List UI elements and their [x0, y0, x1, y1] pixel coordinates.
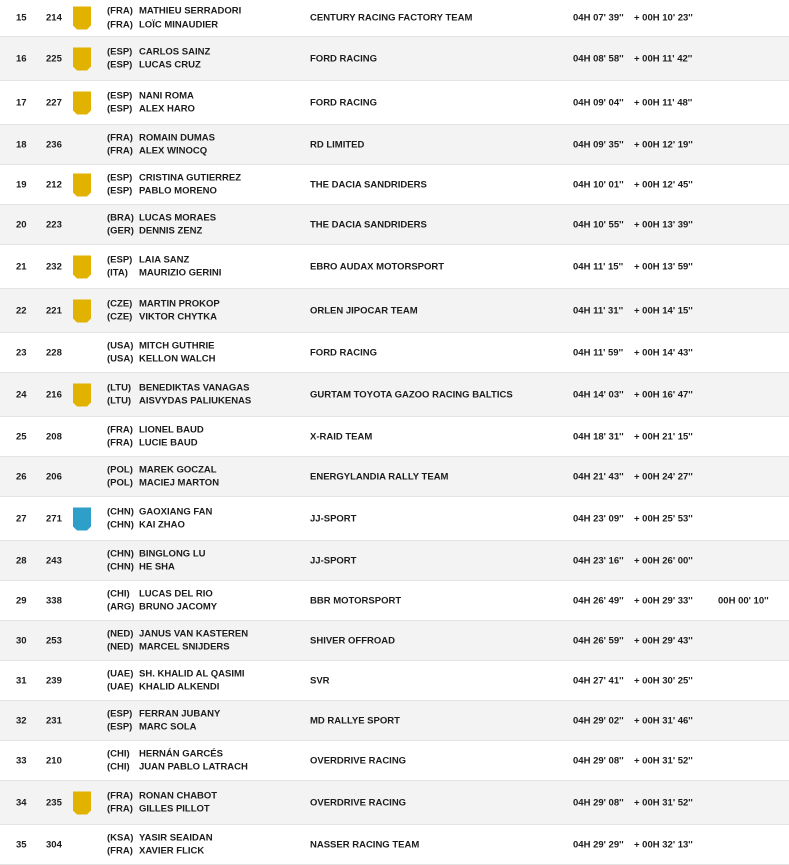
driver-nationality: (ESP)	[107, 46, 133, 57]
codriver-name[interactable]: KHALID ALKENDI	[139, 681, 220, 693]
result-row	[0, 81, 789, 125]
category-badge-icon	[73, 47, 91, 70]
stage-time: 04H 10' 55''	[573, 219, 624, 230]
team-name[interactable]: OVERDRIVE RACING	[310, 797, 407, 808]
codriver-nationality: (POL)	[107, 477, 133, 489]
codriver-name[interactable]: KELLON WALCH	[139, 353, 216, 365]
crew	[107, 707, 220, 734]
result-row	[0, 37, 789, 81]
codriver-name[interactable]: PABLO MORENO	[139, 185, 217, 197]
car-number: 210	[46, 755, 62, 766]
car-number: 338	[46, 595, 62, 606]
driver-nationality: (FRA)	[107, 790, 133, 801]
result-row	[0, 245, 789, 289]
codriver-line	[107, 681, 245, 695]
category-badge-icon	[73, 7, 91, 30]
driver-name[interactable]: LUCAS MORAES	[139, 212, 217, 223]
team-name[interactable]: SVR	[310, 675, 330, 686]
driver-line	[107, 587, 217, 601]
driver-line	[107, 707, 220, 721]
time-gap: + 00H 30' 25''	[634, 675, 693, 686]
codriver-line	[107, 721, 220, 735]
driver-line	[107, 381, 251, 395]
position: 23	[16, 347, 27, 358]
codriver-nationality: (FRA)	[107, 145, 133, 157]
crew	[107, 587, 217, 614]
codriver-line	[107, 519, 212, 533]
time-gap: + 00H 14' 43''	[634, 347, 693, 358]
driver-nationality: (CHN)	[107, 548, 134, 559]
team-name[interactable]: CENTURY RACING FACTORY TEAM	[310, 12, 473, 24]
codriver-name[interactable]: GILLES PILLOT	[139, 803, 210, 815]
team-name[interactable]: NASSER RACING TEAM	[310, 839, 420, 850]
driver-line	[107, 831, 213, 845]
team-name[interactable]: GURTAM TOYOTA GAZOO RACING BALTICS	[310, 389, 513, 400]
driver-line	[107, 5, 241, 19]
car-number: 227	[46, 97, 62, 108]
car-number: 304	[46, 839, 62, 850]
team-name[interactable]: BBR MOTORSPORT	[310, 595, 402, 606]
crew	[107, 211, 216, 238]
category-badge-icon	[73, 173, 91, 196]
driver-nationality: (ESP)	[107, 90, 133, 101]
codriver-nationality: (ESP)	[107, 103, 133, 115]
time-gap: + 00H 29' 33''	[634, 595, 693, 606]
category-badge-icon	[73, 507, 91, 530]
time-gap: + 00H 21' 15''	[634, 431, 693, 442]
codriver-name[interactable]: AISVYDAS PALIUKENAS	[139, 395, 252, 407]
driver-line	[107, 423, 204, 437]
codriver-line	[107, 845, 213, 859]
team-name[interactable]: X-RAID TEAM	[310, 431, 373, 442]
crew	[107, 423, 204, 450]
driver-name[interactable]: FERRAN JUBANY	[139, 708, 221, 719]
time-gap: + 00H 24' 27''	[634, 471, 693, 482]
result-row	[0, 417, 789, 457]
codriver-name[interactable]: ALEX HARO	[139, 103, 195, 115]
team-name[interactable]: JJ-SPORT	[310, 555, 357, 566]
crew	[107, 627, 248, 654]
position: 16	[16, 53, 27, 64]
codriver-name[interactable]: VIKTOR CHYTKA	[139, 311, 217, 323]
driver-name[interactable]: MAREK GOCZAL	[139, 464, 217, 475]
result-row	[0, 289, 789, 333]
stage-time: 04H 11' 59''	[573, 347, 624, 358]
stage-time: 04H 29' 02''	[573, 715, 624, 726]
category-badge-icon	[73, 91, 91, 114]
team-name[interactable]: FORD RACING	[310, 53, 378, 64]
driver-line	[107, 339, 216, 353]
driver-nationality: (FRA)	[107, 5, 133, 17]
team-name[interactable]: RD LIMITED	[310, 139, 365, 150]
crew	[107, 89, 195, 116]
time-gap: + 00H 12' 45''	[634, 179, 693, 190]
crew	[107, 547, 206, 574]
team-name[interactable]: SHIVER OFFROAD	[310, 635, 395, 646]
position: 28	[16, 555, 27, 566]
codriver-line	[107, 641, 248, 655]
crew	[107, 747, 248, 774]
car-number: 216	[46, 389, 62, 400]
driver-name[interactable]: LIONEL BAUD	[139, 424, 204, 435]
result-row	[0, 741, 789, 781]
position: 29	[16, 595, 27, 606]
codriver-nationality: (LTU)	[107, 395, 132, 407]
time-gap: + 00H 16' 47''	[634, 389, 693, 400]
position: 20	[16, 219, 27, 230]
car-number: 208	[46, 431, 62, 442]
stage-time: 04H 29' 08''	[573, 797, 624, 808]
codriver-name[interactable]: BRUNO JACOMY	[139, 601, 218, 613]
driver-name[interactable]: CRISTINA GUTIERREZ	[139, 172, 242, 183]
team-name[interactable]: FORD RACING	[310, 347, 378, 358]
team-name[interactable]: OVERDRIVE RACING	[310, 755, 407, 766]
codriver-line	[107, 59, 210, 73]
car-number: 221	[46, 305, 62, 316]
codriver-nationality: (FRA)	[107, 803, 133, 815]
time-gap: + 00H 26' 00''	[634, 555, 693, 566]
stage-time: 04H 10' 01''	[573, 179, 624, 190]
driver-nationality: (ESP)	[107, 708, 133, 719]
driver-name[interactable]: LAIA SANZ	[139, 254, 190, 265]
driver-nationality: (CHI)	[107, 588, 130, 599]
driver-nationality: (KSA)	[107, 832, 134, 843]
time-gap: + 00H 11' 42''	[634, 53, 693, 64]
crew	[107, 667, 245, 694]
driver-nationality: (ESP)	[107, 172, 133, 183]
codriver-line	[107, 395, 251, 409]
codriver-nationality: (FRA)	[107, 437, 133, 449]
codriver-nationality: (ARG)	[107, 601, 135, 613]
driver-name[interactable]: MITCH GUTHRIE	[139, 340, 215, 351]
driver-line	[107, 171, 241, 185]
driver-line	[107, 131, 215, 145]
codriver-name[interactable]: MARC SOLA	[139, 721, 197, 733]
codriver-name[interactable]: JUAN PABLO LATRACH	[139, 761, 248, 773]
result-row	[0, 825, 789, 865]
time-gap: + 00H 14' 15''	[634, 305, 693, 316]
result-row	[0, 205, 789, 245]
stage-time: 04H 26' 59''	[573, 635, 624, 646]
team-name[interactable]: JJ-SPORT	[310, 513, 357, 524]
codriver-line	[107, 311, 220, 325]
stage-time: 04H 09' 04''	[573, 97, 624, 108]
codriver-nationality: (GER)	[107, 225, 134, 237]
codriver-name[interactable]: LOÏC MINAUDIER	[139, 19, 219, 30]
driver-name[interactable]: NANI ROMA	[139, 90, 194, 101]
driver-line	[107, 463, 219, 477]
driver-name[interactable]: GAOXIANG FAN	[139, 506, 213, 517]
codriver-line	[107, 601, 217, 615]
position: 26	[16, 471, 27, 482]
car-number: 236	[46, 139, 62, 150]
codriver-name[interactable]: DENNIS ZENZ	[139, 225, 203, 237]
codriver-nationality: (CHI)	[107, 761, 130, 773]
car-number: 223	[46, 219, 62, 230]
driver-line	[107, 45, 210, 59]
time-gap: + 00H 31' 46''	[634, 715, 693, 726]
codriver-nationality: (UAE)	[107, 681, 134, 693]
time-gap: + 00H 13' 39''	[634, 219, 693, 230]
position: 17	[16, 97, 27, 108]
time-gap: + 00H 32' 13''	[634, 839, 693, 850]
position: 34	[16, 797, 27, 808]
car-number: 232	[46, 261, 62, 272]
team-name[interactable]: THE DACIA SANDRIDERS	[310, 219, 427, 230]
category-badge-icon	[73, 299, 91, 322]
car-number: 231	[46, 715, 62, 726]
position: 30	[16, 635, 27, 646]
crew	[107, 339, 216, 366]
team-name[interactable]: MD RALLYE SPORT	[310, 715, 400, 726]
penalty-time: 00H 00' 10''	[718, 595, 769, 606]
driver-line	[107, 747, 248, 761]
result-row	[0, 497, 789, 541]
codriver-line	[107, 561, 206, 575]
driver-line	[107, 505, 212, 519]
codriver-line	[107, 437, 204, 451]
result-row	[0, 701, 789, 741]
time-gap: + 00H 10' 23''	[634, 12, 693, 24]
codriver-nationality: (ESP)	[107, 59, 133, 71]
time-gap: + 00H 11' 48''	[634, 97, 693, 108]
driver-name[interactable]: SH. KHALID AL QASIMI	[139, 668, 245, 679]
driver-name[interactable]: BINGLONG LU	[139, 548, 206, 559]
codriver-nationality: (ESP)	[107, 721, 133, 733]
crew	[107, 789, 217, 816]
car-number: 253	[46, 635, 62, 646]
result-row	[0, 0, 789, 37]
position: 27	[16, 513, 27, 524]
driver-name[interactable]: CARLOS SAINZ	[139, 46, 211, 57]
stage-time: 04H 07' 39''	[573, 12, 624, 24]
driver-line	[107, 211, 216, 225]
driver-nationality: (USA)	[107, 340, 134, 351]
crew	[107, 381, 251, 408]
result-row	[0, 621, 789, 661]
driver-line	[107, 627, 248, 641]
crew	[107, 297, 220, 324]
driver-nationality: (LTU)	[107, 382, 132, 393]
position: 15	[16, 12, 27, 24]
car-number: 225	[46, 53, 62, 64]
codriver-line	[107, 267, 221, 281]
codriver-nationality: (FRA)	[107, 19, 133, 30]
time-gap: + 00H 29' 43''	[634, 635, 693, 646]
time-gap: + 00H 31' 52''	[634, 755, 693, 766]
codriver-name[interactable]: MARCEL SNIJDERS	[139, 641, 230, 653]
driver-nationality: (FRA)	[107, 132, 133, 143]
driver-nationality: (NED)	[107, 628, 134, 639]
stage-time: 04H 26' 49''	[573, 595, 624, 606]
driver-name[interactable]: BENEDIKTAS VANAGAS	[139, 382, 250, 393]
position: 32	[16, 715, 27, 726]
result-row	[0, 541, 789, 581]
time-gap: + 00H 13' 59''	[634, 261, 693, 272]
codriver-line	[107, 225, 216, 239]
codriver-nationality: (CHN)	[107, 561, 134, 573]
codriver-line	[107, 761, 248, 775]
codriver-name[interactable]: ALEX WINOCQ	[139, 145, 208, 157]
codriver-nationality: (USA)	[107, 353, 134, 365]
crew	[107, 171, 241, 198]
stage-time: 04H 21' 43''	[573, 471, 624, 482]
time-gap: + 00H 12' 19''	[634, 139, 693, 150]
driver-line	[107, 547, 206, 561]
position: 35	[16, 839, 27, 850]
category-badge-icon	[73, 383, 91, 406]
stage-time: 04H 29' 29''	[573, 839, 624, 850]
driver-line	[107, 253, 221, 267]
stage-time: 04H 27' 41''	[573, 675, 624, 686]
driver-line	[107, 297, 220, 311]
stage-time: 04H 23' 09''	[573, 513, 624, 524]
result-row	[0, 781, 789, 825]
driver-nationality: (ESP)	[107, 254, 133, 265]
codriver-nationality: (CHN)	[107, 519, 134, 531]
stage-time: 04H 23' 16''	[573, 555, 624, 566]
result-row	[0, 165, 789, 205]
result-row	[0, 333, 789, 373]
codriver-name[interactable]: LUCAS CRUZ	[139, 59, 201, 71]
position: 25	[16, 431, 27, 442]
crew	[107, 463, 219, 490]
result-row	[0, 581, 789, 621]
codriver-name[interactable]: MAURIZIO GERINI	[139, 267, 222, 279]
codriver-line	[107, 18, 241, 32]
position: 18	[16, 139, 27, 150]
car-number: 235	[46, 797, 62, 808]
codriver-line	[107, 353, 216, 367]
position: 31	[16, 675, 27, 686]
result-row	[0, 125, 789, 165]
crew	[107, 5, 241, 32]
driver-line	[107, 667, 245, 681]
position: 19	[16, 179, 27, 190]
crew	[107, 505, 212, 532]
driver-nationality: (BRA)	[107, 212, 134, 223]
car-number: 206	[46, 471, 62, 482]
team-name[interactable]: ENERGYLANDIA RALLY TEAM	[310, 471, 449, 482]
car-number: 212	[46, 179, 62, 190]
crew	[107, 45, 210, 72]
driver-nationality: (CZE)	[107, 298, 133, 309]
stage-time: 04H 11' 15''	[573, 261, 624, 272]
codriver-line	[107, 477, 219, 491]
codriver-name[interactable]: MACIEJ MARTON	[139, 477, 220, 489]
driver-nationality: (POL)	[107, 464, 133, 475]
driver-nationality: (UAE)	[107, 668, 134, 679]
driver-nationality: (CHI)	[107, 748, 130, 759]
driver-name[interactable]: YASIR SEAIDAN	[139, 832, 213, 843]
team-name[interactable]: ORLEN JIPOCAR TEAM	[310, 305, 418, 316]
car-number: 228	[46, 347, 62, 358]
driver-name[interactable]: HERNÁN GARCÉS	[139, 748, 223, 759]
team-name[interactable]: EBRO AUDAX MOTORSPORT	[310, 261, 445, 272]
result-row	[0, 373, 789, 417]
stage-time: 04H 29' 08''	[573, 755, 624, 766]
crew	[107, 831, 213, 858]
stage-time: 04H 08' 58''	[573, 53, 624, 64]
position: 22	[16, 305, 27, 316]
codriver-nationality: (CZE)	[107, 311, 133, 323]
codriver-line	[107, 145, 215, 159]
time-gap: + 00H 31' 52''	[634, 797, 693, 808]
driver-name[interactable]: MATHIEU SERRADORI	[139, 5, 242, 17]
crew	[107, 253, 221, 280]
position: 21	[16, 261, 27, 272]
category-badge-icon	[73, 255, 91, 278]
codriver-line	[107, 803, 217, 817]
car-number: 239	[46, 675, 62, 686]
driver-nationality: (CHN)	[107, 506, 134, 517]
stage-time: 04H 09' 35''	[573, 139, 624, 150]
codriver-name[interactable]: KAI ZHAO	[139, 519, 185, 531]
stage-time: 04H 18' 31''	[573, 431, 624, 442]
car-number: 271	[46, 513, 62, 524]
driver-name[interactable]: RONAN CHABOT	[139, 790, 218, 801]
team-name[interactable]: THE DACIA SANDRIDERS	[310, 179, 427, 190]
car-number: 214	[46, 12, 62, 24]
position: 33	[16, 755, 27, 766]
codriver-nationality: (NED)	[107, 641, 134, 653]
team-name[interactable]: FORD RACING	[310, 97, 378, 108]
driver-line	[107, 789, 217, 803]
stage-time: 04H 14' 03''	[573, 389, 624, 400]
driver-name[interactable]: ROMAIN DUMAS	[139, 132, 215, 143]
category-badge-icon	[73, 791, 91, 814]
codriver-name[interactable]: LUCIE BAUD	[139, 437, 198, 449]
car-number: 243	[46, 555, 62, 566]
driver-nationality: (FRA)	[107, 424, 133, 435]
result-row	[0, 457, 789, 497]
codriver-name[interactable]: HE SHA	[139, 561, 175, 573]
driver-name[interactable]: MARTIN PROKOP	[139, 298, 220, 309]
codriver-name[interactable]: XAVIER FLICK	[139, 845, 205, 857]
codriver-nationality: (ITA)	[107, 267, 128, 279]
driver-name[interactable]: LUCAS DEL RIO	[139, 588, 213, 599]
position: 24	[16, 389, 27, 400]
driver-name[interactable]: JANUS VAN KASTEREN	[139, 628, 249, 639]
codriver-nationality: (FRA)	[107, 845, 133, 857]
time-gap: + 00H 25' 53''	[634, 513, 693, 524]
stage-time: 04H 11' 31''	[573, 305, 624, 316]
codriver-line	[107, 185, 241, 199]
crew	[107, 131, 215, 158]
codriver-nationality: (ESP)	[107, 185, 133, 197]
codriver-line	[107, 103, 195, 117]
driver-line	[107, 89, 195, 103]
result-row	[0, 661, 789, 701]
